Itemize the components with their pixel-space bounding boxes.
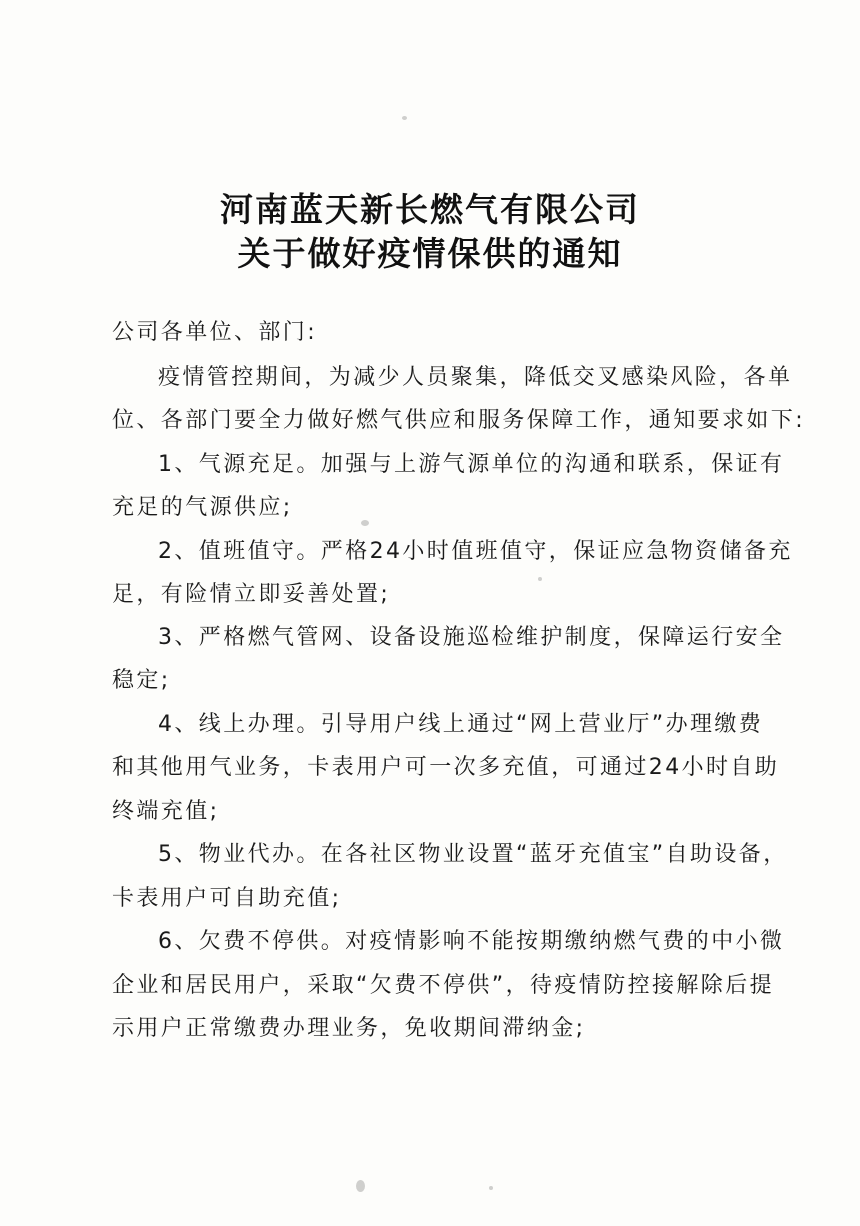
scan-speck <box>356 1180 365 1192</box>
item-1-line-2: 充足的气源供应; <box>112 495 293 520</box>
item-2-line-1: 2、值班值守。严格24小时值班值守，保证应急物资储备充 <box>158 539 793 564</box>
item-2-line-2: 足，有险情立即妥善处置; <box>112 582 391 607</box>
item-3-line-1: 3、严格燃气管网、设备设施巡检维护制度，保障运行安全 <box>158 625 785 650</box>
item-6-line-3: 示用户正常缴费办理业务，免收期间滞纳金; <box>112 1016 586 1041</box>
salutation: 公司各单位、部门: <box>112 320 318 345</box>
item-4-line-1: 4、线上办理。引导用户线上通过“网上营业厅”办理缴费 <box>158 712 764 737</box>
item-3-line-2: 稳定; <box>112 668 171 693</box>
item-5-line-2: 卡表用户可自助充值; <box>112 886 342 911</box>
item-4-line-2: 和其他用气业务，卡表用户可一次多充值，可通过24小时自助 <box>112 755 780 780</box>
scan-speck <box>361 520 369 526</box>
item-1-line-1: 1、气源充足。加强与上游气源单位的沟通和联系，保证有 <box>158 452 785 477</box>
item-6-line-2: 企业和居民用户，采取“欠费不停供”，待疫情防控接解除后提 <box>112 973 774 998</box>
document-title-line-2: 关于做好疫情保供的通知 <box>237 234 623 273</box>
scan-speck <box>538 577 542 581</box>
document-title-line-1: 河南蓝天新长燃气有限公司 <box>220 190 640 229</box>
intro-line-1: 疫情管控期间，为减少人员聚集，降低交叉感染风险，各单 <box>158 365 793 390</box>
item-6-line-1: 6、欠费不停供。对疫情影响不能按期缴纳燃气费的中小微 <box>158 929 785 954</box>
item-5-line-1: 5、物业代办。在各社区物业设置“蓝牙充值宝”自助设备， <box>158 842 788 867</box>
scan-speck <box>489 1186 493 1190</box>
scan-speck <box>402 116 407 120</box>
item-4-line-3: 终端充值; <box>112 799 220 824</box>
intro-line-2: 位、各部门要全力做好燃气供应和服务保障工作，通知要求如下: <box>112 408 806 433</box>
